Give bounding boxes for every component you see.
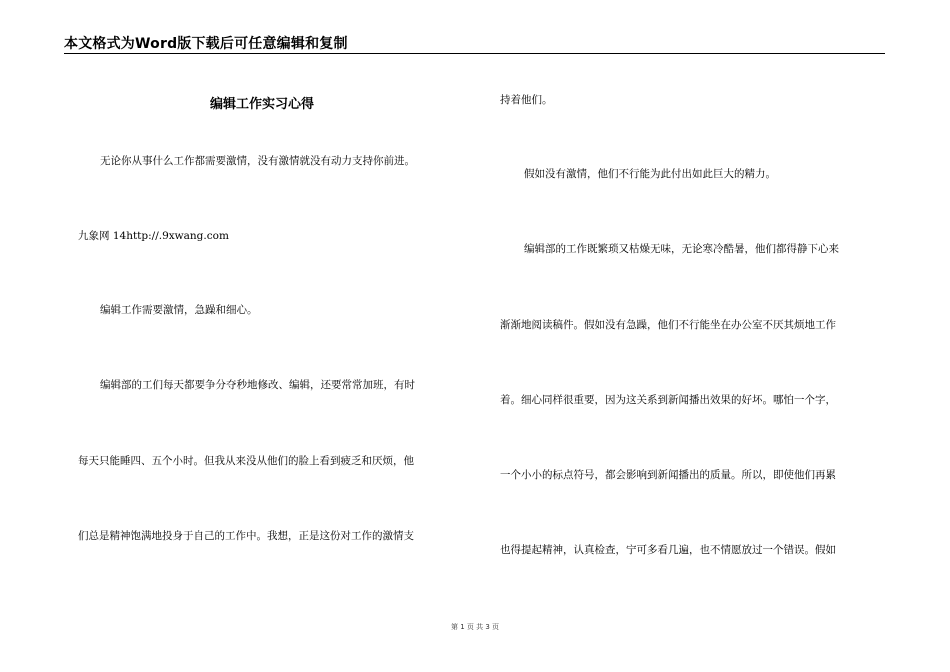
paragraph-line: 无论你从事什么工作都需要激情，没有激情就没有动力支持你前进。 <box>100 155 415 167</box>
paragraph-line: 假如没有激情，他们不行能为此付出如此巨大的精力。 <box>524 168 776 180</box>
paragraph-line: 编辑工作需要激情，急躁和细心。 <box>100 304 258 316</box>
page-number: 第 1 页 共 3 页 <box>450 623 500 631</box>
paragraph-line: 们总是精神饱满地投身于自己的工作中。我想，正是这份对工作的激情支 <box>78 530 414 542</box>
paragraph-line: 着。细心同样很重要，因为这关系到新闻播出效果的好坏。哪怕一个字， <box>500 394 836 406</box>
paragraph-line: 一个小小的标点符号，都会影响到新闻播出的质量。所以，即使他们再累 <box>500 469 836 481</box>
banner-divider <box>64 53 885 54</box>
paragraph-line: 编辑部的工们每天都要争分夺秒地修改、编辑，还要常常加班，有时 <box>100 379 415 391</box>
document-title: 编辑工作实习心得 <box>209 97 314 112</box>
paragraph-line: 每天只能睡四、五个小时。但我从来没从他们的脸上看到疲乏和厌烦，他 <box>78 455 414 467</box>
paragraph-line: 也得提起精神，认真检查，宁可多看几遍，也不情愿放过一个错误。假如 <box>500 544 836 556</box>
paragraph-line: 渐渐地阅读稿件。假如没有急躁，他们不行能坐在办公室不厌其烦地工作 <box>500 319 836 331</box>
source-line: 九象网 14http://.9xwang.com <box>78 230 229 242</box>
document-banner: 本文格式为Word版下载后可任意编辑和复制 <box>64 36 348 52</box>
paragraph-line: 持着他们。 <box>500 94 553 106</box>
paragraph-line: 编辑部的工作既繁琐又枯燥无味，无论寒冷酷暑，他们都得静下心来 <box>524 243 839 255</box>
